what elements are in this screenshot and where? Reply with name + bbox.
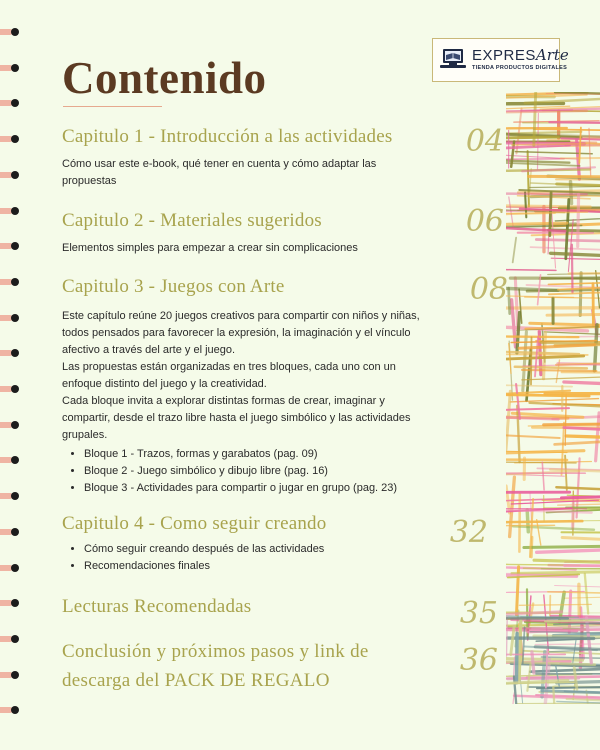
crayon-stroke [506,395,589,396]
crayon-stroke [551,253,600,256]
binding-ring [0,599,22,607]
crayon-stroke [562,538,600,542]
crayon-stroke [529,176,600,177]
crayon-stroke [544,332,600,336]
binding-ring [0,242,22,250]
chapter-3-entry [62,272,508,497]
recommended-readings-page-number: 35 [459,596,498,631]
brand-name-arte: Arte [535,46,569,65]
crayon-stroke [530,169,531,192]
chapter-4-title: Capitulo 4 - Como seguir creando [62,513,327,534]
crayon-stroke [506,288,558,291]
crayon-scribble-image [506,92,600,704]
list-item: • Cómo seguir creando después de las actividades [84,541,502,558]
chapter-3-title: Capitulo 3 - Juegos con Arte [62,276,285,297]
crayon-stroke [506,194,587,195]
crayon-stroke [566,436,600,439]
conclusion-title-line-1: Conclusión y próximos pasos y link de [62,641,369,662]
crayon-stroke [533,627,600,628]
binding-ring [0,28,22,36]
crayon-stroke [552,209,556,268]
crayon-stroke [506,460,567,461]
spiral-binding [0,0,26,750]
crayon-stroke [522,377,600,380]
binding-ring [0,492,22,500]
crayon-stroke [551,258,600,260]
crayon-stroke [534,560,600,562]
chapter-1-page-number: 04 [465,124,504,159]
binding-ring [0,456,22,464]
chapter-2-description: Elementos simples para empezar a crear sin complicaciones [62,242,358,254]
crayon-stroke [531,337,532,384]
conclusion-title-line-2: descarga del PACK DE REGALO [62,670,330,691]
recommended-readings-title: Lecturas Recomendadas [62,596,252,617]
crayon-stroke [506,391,510,449]
crayon-stroke [537,520,541,545]
chapter-3-paragraph: Las propuestas están organizadas en tres bloques, cada uno con un enfoque distinto del juego y la creatividad. [62,361,396,390]
binding-ring [0,528,22,536]
crayon-stroke [558,503,600,505]
list-item: • Recomendaciones finales [84,558,502,575]
binding-ring [0,171,22,179]
crayon-stroke [523,332,527,391]
brand-name-express: EXPRES [472,47,536,65]
binding-ring [0,385,22,393]
chapter-3-page-number: 08 [469,272,508,307]
chapter-1-entry [62,126,502,190]
binding-ring [0,99,22,107]
crayon-stroke [578,195,579,247]
list-item: • Bloque 3 - Actividades para compartir o jugar en grupo (pag. 23) [84,480,502,497]
crayon-stroke [517,703,600,704]
crayon-stroke [510,399,598,402]
chapter-2-page-number: 06 [465,204,504,239]
recommended-readings-entry [62,596,502,631]
binding-ring [0,64,22,72]
crayon-stroke [513,526,594,530]
list-item: • Bloque 1 - Trazos, formas y garabatos (pag. 09) [84,446,502,463]
chapter-2-title: Capitulo 2 - Materiales sugeridos [62,210,322,231]
chapter-3-block-list [84,446,502,497]
crayon-stroke [530,323,600,326]
crayon-stroke [506,212,588,214]
crayon-stroke [506,159,564,160]
crayon-stroke [571,182,572,204]
crayon-stroke [562,532,600,533]
chapter-3-paragraph: Este capítulo reúne 20 juegos creativos para compartir con niños y niñas, todos pensados para favorecer la expresión, la imaginación y el vínculo afectivo a través del arte y el juego. [62,310,420,356]
crayon-stroke [506,434,560,438]
chapter-4-list [84,541,502,575]
binding-ring [0,671,22,679]
crayon-stroke [548,592,600,594]
crayon-stroke [507,617,508,657]
page-title: Contenido [62,53,267,103]
crayon-stroke [517,633,518,683]
crayon-stroke [506,525,555,526]
crayon-stroke [519,604,591,605]
binding-ring [0,706,22,714]
binding-ring [0,135,22,143]
crayon-stroke [506,336,578,337]
binding-ring [0,207,22,215]
crayon-stroke [519,345,594,348]
binding-ring [0,314,22,322]
crayon-stroke [542,462,544,490]
binding-ring [0,564,22,572]
crayon-stroke [507,356,584,359]
crayon-stroke [572,245,573,293]
book-screen-icon [438,45,468,75]
crayon-stroke [564,428,600,431]
crayon-stroke [530,186,600,187]
crayon-stroke [534,129,600,130]
crayon-stroke [515,367,587,369]
chapter-1-title: Capitulo 1 - Introducción a las actividades [62,126,393,147]
crayon-stroke [562,423,565,475]
crayon-stroke [506,408,569,410]
chapter-2-entry [62,204,504,257]
crayon-stroke [513,238,516,263]
list-item: • Bloque 2 - Juego simbólico y dibujo libre (pag. 16) [84,463,502,480]
crayon-stroke [506,462,576,463]
crayon-stroke [562,372,600,373]
crayon-stroke [530,668,600,672]
binding-ring [0,278,22,286]
crayon-stroke [510,693,514,704]
binding-ring [0,349,22,357]
crayon-stroke [519,621,521,680]
crayon-stroke [506,223,567,225]
crayon-stroke [506,269,556,270]
crayon-stroke [541,343,600,344]
crayon-stroke [585,574,588,614]
crayon-stroke [524,546,600,547]
crayon-stroke [564,382,600,386]
crayon-stroke [549,122,600,123]
chapter-1-description: Cómo usar este e-book, qué tener en cuenta y cómo adaptar las propuestas [62,158,377,187]
conclusion-page-number: 36 [459,643,498,678]
crayon-stroke [512,144,586,145]
crayon-stroke [510,477,515,536]
crayon-stroke [512,572,600,574]
binding-ring [0,635,22,643]
brand-logo [432,38,569,82]
chapter-4-entry [62,513,502,575]
crayon-stroke [537,550,600,553]
crayon-stroke [534,92,536,145]
crayon-stroke [522,370,596,371]
crayon-stroke [528,151,529,206]
crayon-stroke [565,394,566,445]
title-underline [63,106,162,107]
brand-tagline: TIENDA PRODUCTOS DIGITALES [472,65,568,72]
chapter-4-page-number: 32 [449,515,488,550]
binding-ring [0,421,22,429]
conclusion-entry [62,637,502,695]
chapter-3-paragraph: Cada bloque invita a explorar distintas formas de crear, imaginar y compartir, desde el trazo libre hasta el juego simbólico y las actividades grupales. [62,395,411,441]
crayon-stroke [506,521,582,522]
crayon-stroke [506,137,558,138]
crayon-stroke [506,451,584,453]
crayon-stroke [509,288,510,314]
crayon-stroke [555,440,600,444]
crayon-stroke [544,424,600,425]
